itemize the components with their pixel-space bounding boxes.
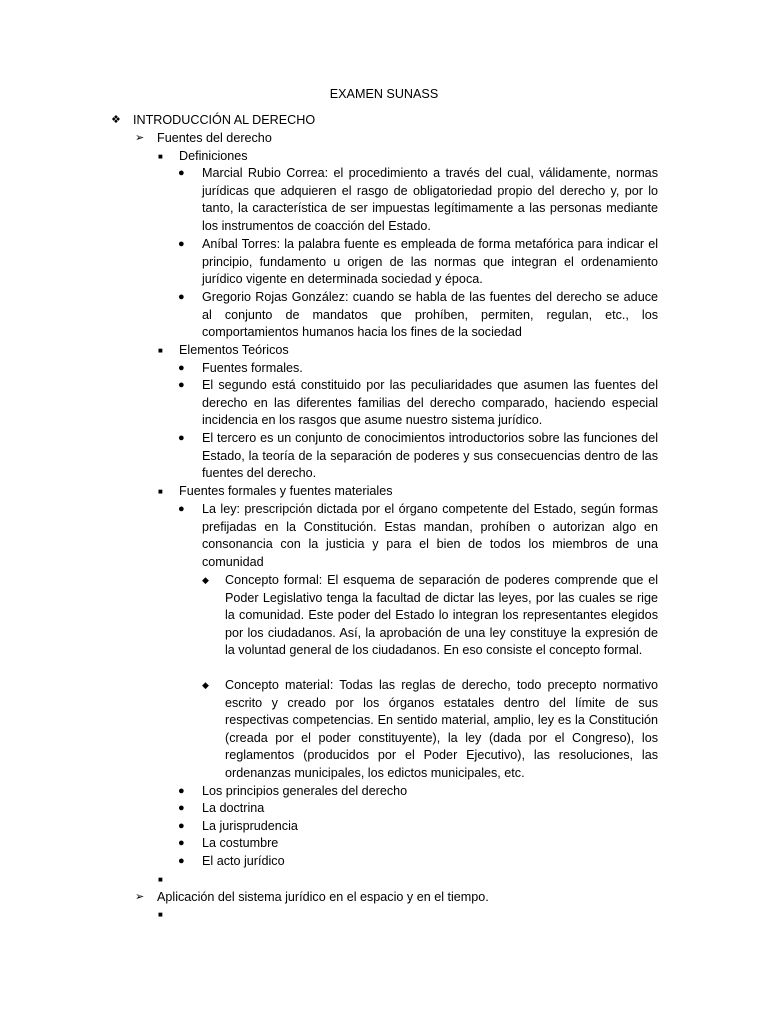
document-title: EXAMEN SUNASS (329, 87, 439, 101)
square-bullet-icon: ■ (158, 346, 163, 355)
diamond-small-bullet-icon: ◆ (202, 575, 209, 585)
dot-bullet-icon: ● (178, 503, 185, 515)
square-bullet-icon: ■ (158, 487, 163, 496)
list-heading: Elementos Teóricos (179, 343, 289, 357)
square-bullet-icon: ■ (158, 152, 163, 161)
list-item: La jurisprudencia (202, 819, 298, 833)
list-heading: Fuentes formales y fuentes materiales (179, 484, 393, 498)
dot-bullet-icon: ● (178, 837, 185, 849)
list-item: La doctrina (202, 801, 265, 815)
arrow-bullet-icon: ➢ (135, 891, 145, 903)
diamond-bullet-icon: ❖ (111, 114, 121, 126)
arrow-bullet-icon: ➢ (135, 132, 145, 144)
subsection-heading: Aplicación del sistema jurídico en el espacio y en el tiempo. (157, 890, 489, 904)
list-item: La ley: prescripción dictada por el órgano competente del Estado, según formas prefijadas en la Constitución. Estas mandan, prohíben o autorizan algo en consonancia con la justicia y para el bien de todos los miembros de una comunidad (202, 502, 658, 569)
diamond-small-bullet-icon: ◆ (202, 680, 209, 690)
dot-bullet-icon: ● (178, 802, 185, 814)
dot-bullet-icon: ● (178, 820, 185, 832)
dot-bullet-icon: ● (178, 855, 185, 867)
list-item: El acto jurídico (202, 854, 285, 868)
dot-bullet-icon: ● (178, 432, 185, 444)
subsection-heading: Fuentes del derecho (157, 131, 272, 145)
list-item: Concepto formal: El esquema de separación de poderes comprende que el Poder Legislativo tenga la facultad de dictar las leyes, por las cuales se rige la comunidad. Este poder del Estado lo integran los representantes elegidos por los ciudadanos. Así, la aprobación de una ley constituye la expresión de la voluntad general de los ciudadanos. En eso consiste el concepto formal. (225, 573, 658, 658)
dot-bullet-icon: ● (178, 238, 185, 250)
dot-bullet-icon: ● (178, 379, 185, 391)
dot-bullet-icon: ● (178, 291, 185, 303)
list-item: Aníbal Torres: la palabra fuente es empleada de forma metafórica para indicar el principio, fundamento u origen de las normas que integran el ordenamiento jurídico vigente en determinada sociedad y época. (202, 237, 658, 287)
dot-bullet-icon: ● (178, 362, 185, 374)
section-heading: INTRODUCCIÓN AL DERECHO (133, 113, 316, 127)
list-item: Los principios generales del derecho (202, 784, 408, 798)
dot-bullet-icon: ● (178, 785, 185, 797)
list-item: Fuentes formales. (202, 361, 303, 375)
square-bullet-icon: ■ (158, 910, 163, 919)
square-bullet-icon: ■ (158, 875, 163, 884)
list-item: La costumbre (202, 836, 279, 850)
list-item: Marcial Rubio Correa: el procedimiento a través del cual, válidamente, normas jurídicas que adquieren el rasgo de obligatoriedad propio del derecho y, por lo tanto, la característica de ser impuestas legítimamente a las personas mediante los instrumentos de coacción del Estado. (202, 166, 658, 233)
list-item: Concepto material: Todas las reglas de derecho, todo precepto normativo escrito y creado por los órganos estatales dentro del límite de sus respectivas competencias. En sentido material, amplio, ley es la Constitución (creada por el poder constituyente), la ley (dada por el Congreso), los reglamentos (producidos por el Poder Ejecutivo), las resoluciones, las ordenanzas municipales, los edictos municipales, etc. (225, 678, 658, 780)
list-heading: Definiciones (179, 149, 248, 163)
list-item: El segundo está constituido por las peculiaridades que asumen las fuentes del derecho en las diferentes familias del derecho comparado, haciendo especial incidencia en los rasgos que asume nuestro sistema jurídico. (202, 378, 658, 428)
dot-bullet-icon: ● (178, 167, 185, 179)
list-item: El tercero es un conjunto de conocimientos introductorios sobre las funciones del Estado, la teoría de la separación de poderes y sus consecuencias dentro de las fuentes del derecho. (202, 431, 658, 481)
list-item: Gregorio Rojas González: cuando se habla de las fuentes del derecho se aduce al conjunto de mandatos que prohíben, permiten, regulan, etc., los comportamientos humanos hacia los fines de la sociedad (202, 290, 658, 340)
